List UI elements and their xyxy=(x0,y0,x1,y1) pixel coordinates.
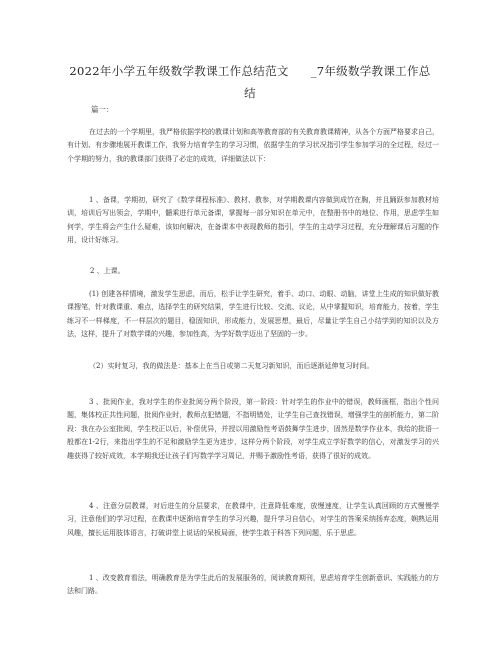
paragraph-homework: 3 、批阅作业，我对学生的作业批阅分两个阶段，第一阶段：针对学生的作业中的错误，教师画框，指出个性问题，集体校正共性问题，批阅作业时，教师点犯错题，不指明错处，让学生自己查找错误，增强学生的剖析能力，第二阶段：我在办公室批阅，学生校正以后，补偿优异，并授以用激励性考语鼓舞学生进步，固然是数学作业本，我给的批语一般都在1-2行，来指出学生的不足和激励学生更为进步，这样分两个阶段，对学生成立学好数学的信心，对激发学习的兴趣获得了较好成效，本学期我还让孩子们写数学学习周记，并赐予激励性考语，获得了很好的成效。 xyxy=(67,398,439,460)
section-label: 篇一： xyxy=(91,105,114,114)
intro-paragraph: 在过去的一个学期里，我严格依据学校的教课计划和高等教育部的有关教育教课精神，从各个方面严格要求自己，有计划、有步骤地展开教课工作，我努力培育学生的学习习惯，依据学生的学习状况指引学生参加学习的全过程，经过一个学期的努力，我的教课部门获得了必定的成效，详细做法以下： xyxy=(67,128,439,163)
paragraph-education-concept: 1 、改变教育看法，明确教育是为学生此后的发展服务的，阅读教育期刊，思虑培育学生创新意识、实践能力的方法和门路。 xyxy=(67,574,439,596)
paragraph-situations: (1) 创建各样情境，激发学生思虑，而后，松手让学生研究，着手、动口、动眼、动脑，讲堂上生成的知识做好教课搜笔，针对教课重、难点，选择学生的研究结果，学生进行比较、交流、议论，从中掌握知识，培育能力，按着，学生练习不一样梯度，不一样层次的题目，稳固知识，形成能力，发展思想，最后，尽量让学生自己小结学到的知识以及方法，这样，提升了对数学课的兴趣，参加性高，为学好数学迈出了坚固的一步。 xyxy=(67,290,439,339)
paragraph-lesson-prep: 1 、备课，学期初，研究了《数学课程标准》、教材、教参，对学期教课内容做到成竹在胸，并且踊跃参加教材培训，培训后写出领会，学期中，髓乘进行单元备课，掌握每一部分知识在单元中，在整册书中的地位、作用，思虑学生如何学，学生将会产生什么疑难，该如何解决，在备课本中表现教师的指引，学生的主动学习过程，充分理解课后习题的作用，设计好练习。 xyxy=(67,196,439,245)
title-line2: 结 xyxy=(244,86,256,100)
document-title xyxy=(40,60,460,104)
paragraph-review: （2）实时复习，我的做法是：基本上在当日或第二天复习新知识，而后逐渐延伸复习时间。 xyxy=(89,362,374,370)
title-part1: 2022年小学五年级数学教课工作总结范文 xyxy=(69,64,289,78)
heading-class: 2 、上课。 xyxy=(90,267,125,275)
paragraph-layered-teaching: 4 、注意分层教课，对后进生的分层要求，在教课中，注意降低难度，放慢速度，让学生认真回顾的方式慢慢学习，注意他们的学习过程，在教课中逐渐培育学生的学习兴趣，提升学习自信心，对学生的答案采纳扬弃态度，娴熟运用风趣，擅长运用肢体语言，打破讲堂上说话的呆板局面，使学生敢于科答下列问题，乐于思虑。 xyxy=(67,502,439,537)
title-part2: _7年级数学教课工作总 xyxy=(310,64,431,78)
